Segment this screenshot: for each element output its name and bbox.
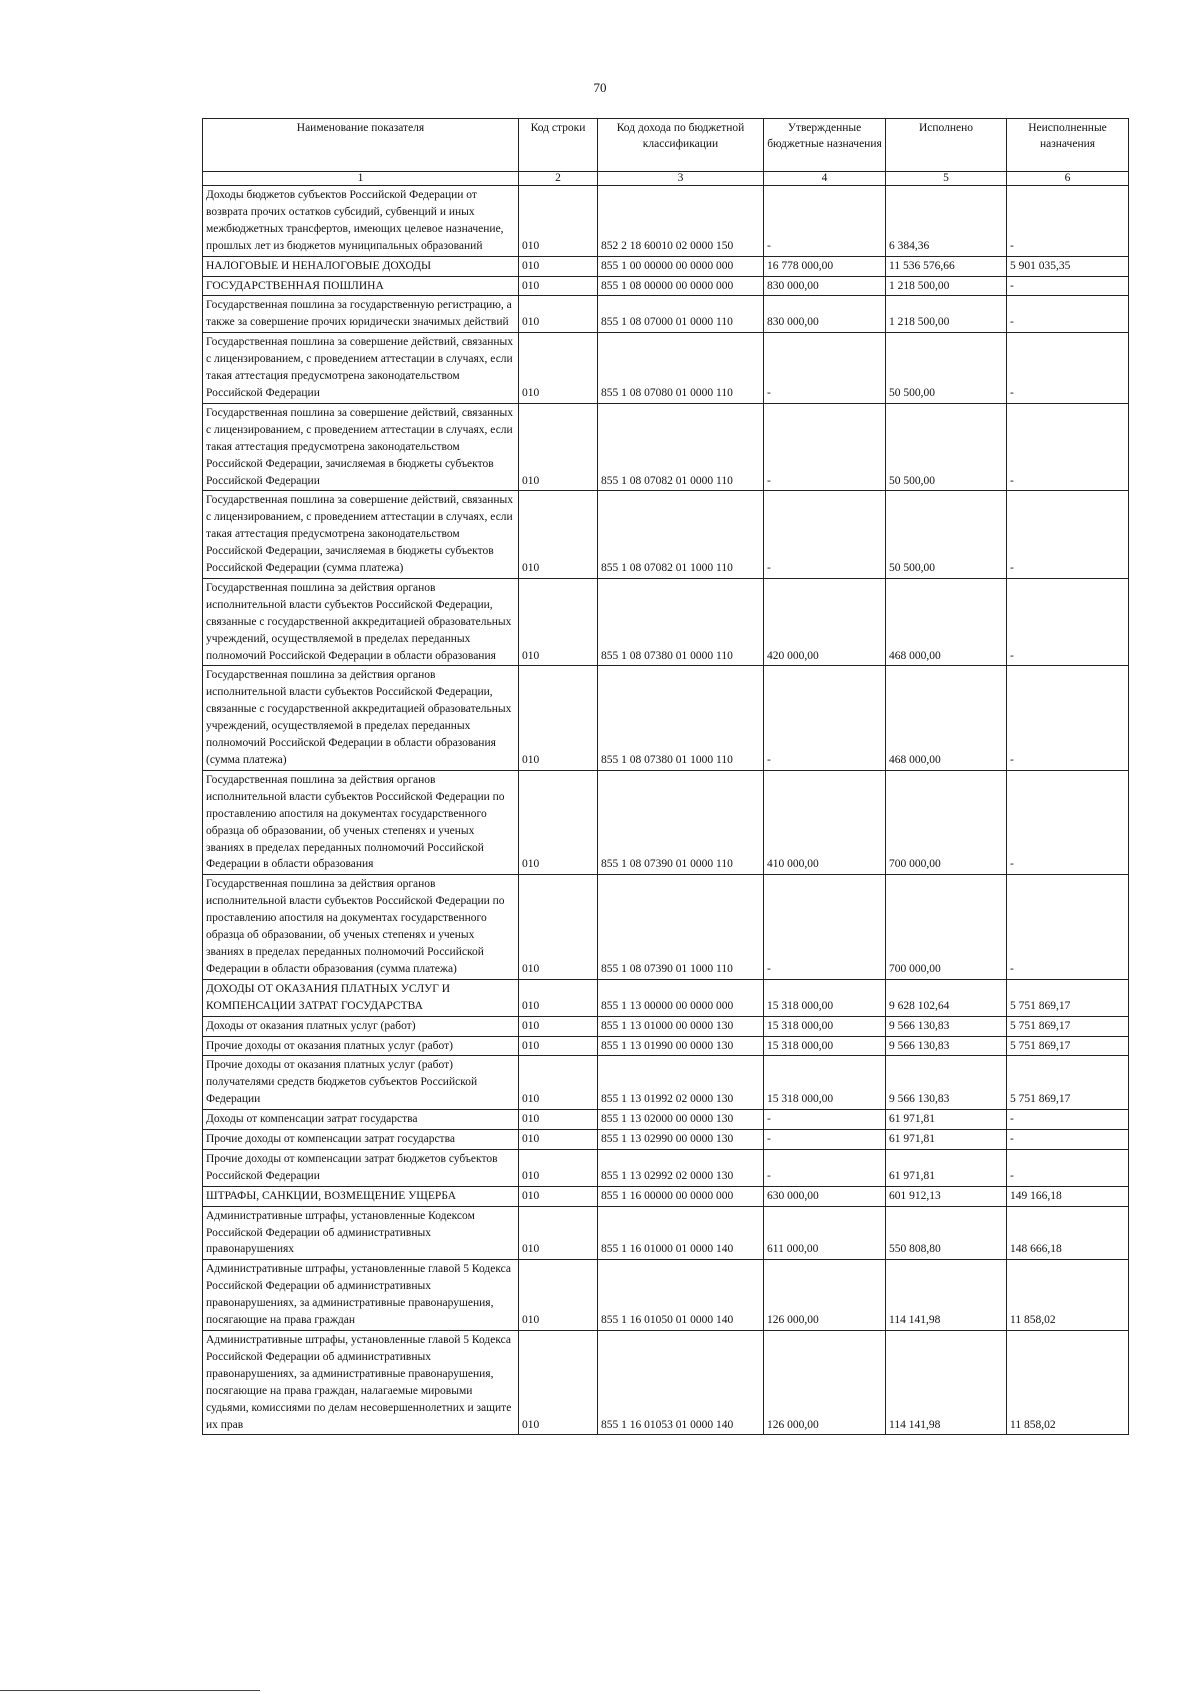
row-executed: 50 500,00	[886, 403, 1007, 491]
row-line-code: 010	[519, 1149, 598, 1186]
column-number-row	[203, 172, 1129, 186]
row-approved: 15 318 000,00	[764, 979, 886, 1016]
row-unexecuted: -	[1007, 186, 1129, 257]
row-unexecuted: 148 666,18	[1007, 1206, 1129, 1260]
column-header-name: Наименование показателя	[203, 119, 519, 172]
row-approved: -	[764, 875, 886, 979]
row-name: Государственная пошлина за действия органов исполнительной власти субъектов Российской Федерации, связанные с государственной аккредитацией образовательных учреждений, осуществляемой в пределах переданных полномочий Российской Федерации в области образования	[203, 578, 519, 666]
page-number: 70	[593, 80, 607, 95]
table-row	[203, 1016, 1129, 1036]
row-approved: 611 000,00	[764, 1206, 886, 1260]
column-header-approved: Утвержденные бюджетные назначения	[764, 119, 886, 172]
row-revenue-code: 855 1 08 07082 01 0000 110	[598, 403, 764, 491]
row-name: ДОХОДЫ ОТ ОКАЗАНИЯ ПЛАТНЫХ УСЛУГ И КОМПЕНСАЦИИ ЗАТРАТ ГОСУДАРСТВА	[203, 979, 519, 1016]
row-executed: 50 500,00	[886, 333, 1007, 404]
row-executed: 61 971,81	[886, 1130, 1007, 1150]
row-approved: 15 318 000,00	[764, 1036, 886, 1056]
column-number: 3	[598, 172, 764, 186]
table-row	[203, 1260, 1129, 1331]
row-unexecuted: 5 751 869,17	[1007, 1036, 1129, 1056]
row-executed: 1 218 500,00	[886, 276, 1007, 296]
table-header-row	[203, 119, 1129, 172]
row-line-code: 010	[519, 491, 598, 579]
row-name: Прочие доходы от оказания платных услуг (работ)	[203, 1036, 519, 1056]
row-name: Доходы от компенсации затрат государства	[203, 1110, 519, 1130]
row-unexecuted: -	[1007, 403, 1129, 491]
row-revenue-code: 855 1 13 01000 00 0000 130	[598, 1016, 764, 1036]
row-executed: 50 500,00	[886, 491, 1007, 579]
row-approved: -	[764, 333, 886, 404]
row-approved: 126 000,00	[764, 1260, 886, 1331]
row-unexecuted: 11 858,02	[1007, 1331, 1129, 1435]
row-revenue-code: 855 1 08 00000 00 0000 000	[598, 276, 764, 296]
row-approved: 126 000,00	[764, 1331, 886, 1435]
row-name: ШТРАФЫ, САНКЦИИ, ВОЗМЕЩЕНИЕ УЩЕРБА	[203, 1186, 519, 1206]
row-revenue-code: 855 1 16 01053 01 0000 140	[598, 1331, 764, 1435]
row-unexecuted: -	[1007, 770, 1129, 874]
table-row	[203, 403, 1129, 491]
column-header-line-code: Код строки	[519, 119, 598, 172]
row-name: Государственная пошлина за действия органов исполнительной власти субъектов Российской Федерации по проставлению апостиля на документах государственного образца об образовании, об ученых степенях и ученых званиях в пределах переданных полномочий Российской Федерации в области образования (сумма платежа)	[203, 875, 519, 979]
row-line-code: 010	[519, 578, 598, 666]
row-name: Государственная пошлина за совершение действий, связанных с лицензированием, с проведением аттестации в случаях, если такая аттестация предусмотрена законодательством Российской Федерации	[203, 333, 519, 404]
row-line-code: 010	[519, 1036, 598, 1056]
row-executed: 700 000,00	[886, 770, 1007, 874]
row-approved: 830 000,00	[764, 296, 886, 333]
column-header-executed: Исполнено	[886, 119, 1007, 172]
row-name: Государственная пошлина за действия органов исполнительной власти субъектов Российской Федерации, связанные с государственной аккредитацией образовательных учреждений, осуществляемой в пределах переданных полномочий Российской Федерации в области образования (сумма платежа)	[203, 666, 519, 770]
table-row	[203, 1331, 1129, 1435]
row-executed: 700 000,00	[886, 875, 1007, 979]
row-line-code: 010	[519, 1110, 598, 1130]
table-row	[203, 666, 1129, 770]
row-unexecuted: -	[1007, 666, 1129, 770]
row-name: Доходы бюджетов субъектов Российской Федерации от возврата прочих остатков субсидий, субвенций и иных межбюджетных трансфертов, имеющих целевое назначение, прошлых лет из бюджетов муниципальных образований	[203, 186, 519, 257]
row-revenue-code: 855 1 08 07390 01 1000 110	[598, 875, 764, 979]
row-line-code: 010	[519, 1331, 598, 1435]
row-revenue-code: 855 1 13 02990 00 0000 130	[598, 1130, 764, 1150]
row-executed: 6 384,36	[886, 186, 1007, 257]
row-executed: 9 566 130,83	[886, 1036, 1007, 1056]
row-line-code: 010	[519, 256, 598, 276]
row-approved: -	[764, 666, 886, 770]
table-row	[203, 186, 1129, 257]
row-name: Административные штрафы, установленные Кодексом Российской Федерации об административных правонарушениях	[203, 1206, 519, 1260]
scan-edge-line	[0, 1690, 260, 1691]
row-executed: 468 000,00	[886, 578, 1007, 666]
row-unexecuted: -	[1007, 276, 1129, 296]
row-name: Прочие доходы от компенсации затрат бюджетов субъектов Российской Федерации	[203, 1149, 519, 1186]
table-row	[203, 333, 1129, 404]
row-line-code: 010	[519, 186, 598, 257]
row-line-code: 010	[519, 979, 598, 1016]
row-unexecuted: -	[1007, 1110, 1129, 1130]
table-body	[203, 186, 1129, 1435]
row-line-code: 010	[519, 875, 598, 979]
table-row	[203, 491, 1129, 579]
row-approved: 830 000,00	[764, 276, 886, 296]
row-approved: -	[764, 403, 886, 491]
row-unexecuted: -	[1007, 875, 1129, 979]
budget-revenue-table	[202, 118, 1129, 1435]
row-line-code: 010	[519, 403, 598, 491]
row-name: Государственная пошлина за совершение действий, связанных с лицензированием, с проведением аттестации в случаях, если такая аттестация предусмотрена законодательством Российской Федерации, зачисляемая в бюджеты субъектов Российской Федерации (сумма платежа)	[203, 491, 519, 579]
row-line-code: 010	[519, 1130, 598, 1150]
row-approved: -	[764, 1110, 886, 1130]
row-unexecuted: -	[1007, 1149, 1129, 1186]
column-number: 6	[1007, 172, 1129, 186]
table-row	[203, 1186, 1129, 1206]
table-row	[203, 1036, 1129, 1056]
row-name: Государственная пошлина за совершение действий, связанных с лицензированием, с проведением аттестации в случаях, если такая аттестация предусмотрена законодательством Российской Федерации, зачисляемая в бюджеты субъектов Российской Федерации	[203, 403, 519, 491]
row-unexecuted: 149 166,18	[1007, 1186, 1129, 1206]
row-executed: 9 566 130,83	[886, 1016, 1007, 1036]
row-executed: 601 912,13	[886, 1186, 1007, 1206]
row-executed: 61 971,81	[886, 1149, 1007, 1186]
row-approved: 15 318 000,00	[764, 1056, 886, 1110]
table-row	[203, 1149, 1129, 1186]
row-executed: 468 000,00	[886, 666, 1007, 770]
row-line-code: 010	[519, 770, 598, 874]
table-row	[203, 1130, 1129, 1150]
row-approved: 410 000,00	[764, 770, 886, 874]
row-executed: 11 536 576,66	[886, 256, 1007, 276]
row-revenue-code: 855 1 16 01050 01 0000 140	[598, 1260, 764, 1331]
row-unexecuted: 5 751 869,17	[1007, 1056, 1129, 1110]
table-row	[203, 770, 1129, 874]
row-executed: 114 141,98	[886, 1260, 1007, 1331]
row-approved: -	[764, 1130, 886, 1150]
table-row	[203, 578, 1129, 666]
column-header-unexecuted: Неисполненные назначения	[1007, 119, 1129, 172]
row-revenue-code: 855 1 08 07080 01 0000 110	[598, 333, 764, 404]
row-unexecuted: -	[1007, 1130, 1129, 1150]
row-revenue-code: 855 1 13 00000 00 0000 000	[598, 979, 764, 1016]
row-approved: 630 000,00	[764, 1186, 886, 1206]
row-approved: 15 318 000,00	[764, 1016, 886, 1036]
row-unexecuted: -	[1007, 296, 1129, 333]
column-number: 5	[886, 172, 1007, 186]
row-line-code: 010	[519, 1056, 598, 1110]
row-unexecuted: -	[1007, 491, 1129, 579]
row-revenue-code: 855 1 00 00000 00 0000 000	[598, 256, 764, 276]
row-name: Доходы от оказания платных услуг (работ)	[203, 1016, 519, 1036]
row-line-code: 010	[519, 276, 598, 296]
table-row	[203, 1110, 1129, 1130]
row-name: Прочие доходы от компенсации затрат государства	[203, 1130, 519, 1150]
row-name: Административные штрафы, установленные главой 5 Кодекса Российской Федерации об административных правонарушениях, за административные правонарушения, посягающие на права граждан	[203, 1260, 519, 1331]
row-name: Прочие доходы от оказания платных услуг (работ) получателями средств бюджетов субъектов Российской Федерации	[203, 1056, 519, 1110]
row-revenue-code: 855 1 08 07390 01 0000 110	[598, 770, 764, 874]
row-revenue-code: 855 1 13 02000 00 0000 130	[598, 1110, 764, 1130]
row-name: Административные штрафы, установленные главой 5 Кодекса Российской Федерации об административных правонарушениях, за административные правонарушения, посягающие на права граждан, налагаемые мировыми судьями, комиссиями по делам несовершеннолетних и защите их прав	[203, 1331, 519, 1435]
row-revenue-code: 855 1 16 00000 00 0000 000	[598, 1186, 764, 1206]
row-revenue-code: 855 1 13 02992 02 0000 130	[598, 1149, 764, 1186]
row-executed: 550 808,80	[886, 1206, 1007, 1260]
row-name: НАЛОГОВЫЕ И НЕНАЛОГОВЫЕ ДОХОДЫ	[203, 256, 519, 276]
row-unexecuted: 5 751 869,17	[1007, 979, 1129, 1016]
row-revenue-code: 852 2 18 60010 02 0000 150	[598, 186, 764, 257]
row-executed: 1 218 500,00	[886, 296, 1007, 333]
row-approved: -	[764, 1149, 886, 1186]
row-unexecuted: -	[1007, 333, 1129, 404]
table-row	[203, 875, 1129, 979]
row-revenue-code: 855 1 13 01990 00 0000 130	[598, 1036, 764, 1056]
row-line-code: 010	[519, 666, 598, 770]
table-row	[203, 276, 1129, 296]
table-row	[203, 1056, 1129, 1110]
row-revenue-code: 855 1 16 01000 01 0000 140	[598, 1206, 764, 1260]
row-name: Государственная пошлина за государственную регистрацию, а также за совершение прочих юридически значимых действий	[203, 296, 519, 333]
row-executed: 9 628 102,64	[886, 979, 1007, 1016]
row-line-code: 010	[519, 1260, 598, 1331]
row-executed: 9 566 130,83	[886, 1056, 1007, 1110]
row-unexecuted: 5 901 035,35	[1007, 256, 1129, 276]
column-number: 4	[764, 172, 886, 186]
row-approved: 16 778 000,00	[764, 256, 886, 276]
column-header-revenue-code: Код дохода по бюджетной классификации	[598, 119, 764, 172]
row-executed: 114 141,98	[886, 1331, 1007, 1435]
table-row	[203, 1206, 1129, 1260]
column-number: 2	[519, 172, 598, 186]
row-revenue-code: 855 1 08 07000 01 0000 110	[598, 296, 764, 333]
row-name: ГОСУДАРСТВЕННАЯ ПОШЛИНА	[203, 276, 519, 296]
row-unexecuted: 11 858,02	[1007, 1260, 1129, 1331]
table-row	[203, 256, 1129, 276]
row-line-code: 010	[519, 333, 598, 404]
row-line-code: 010	[519, 1016, 598, 1036]
row-revenue-code: 855 1 08 07082 01 1000 110	[598, 491, 764, 579]
row-revenue-code: 855 1 08 07380 01 1000 110	[598, 666, 764, 770]
row-line-code: 010	[519, 1186, 598, 1206]
row-approved: -	[764, 186, 886, 257]
table-row	[203, 979, 1129, 1016]
row-approved: 420 000,00	[764, 578, 886, 666]
table-row	[203, 296, 1129, 333]
row-unexecuted: -	[1007, 578, 1129, 666]
column-number: 1	[203, 172, 519, 186]
row-line-code: 010	[519, 1206, 598, 1260]
row-approved: -	[764, 491, 886, 579]
row-executed: 61 971,81	[886, 1110, 1007, 1130]
row-revenue-code: 855 1 13 01992 02 0000 130	[598, 1056, 764, 1110]
row-name: Государственная пошлина за действия органов исполнительной власти субъектов Российской Федерации по проставлению апостиля на документах государственного образца об образовании, об ученых степенях и ученых званиях в пределах переданных полномочий Российской Федерации в области образования	[203, 770, 519, 874]
row-line-code: 010	[519, 296, 598, 333]
row-unexecuted: 5 751 869,17	[1007, 1016, 1129, 1036]
row-revenue-code: 855 1 08 07380 01 0000 110	[598, 578, 764, 666]
